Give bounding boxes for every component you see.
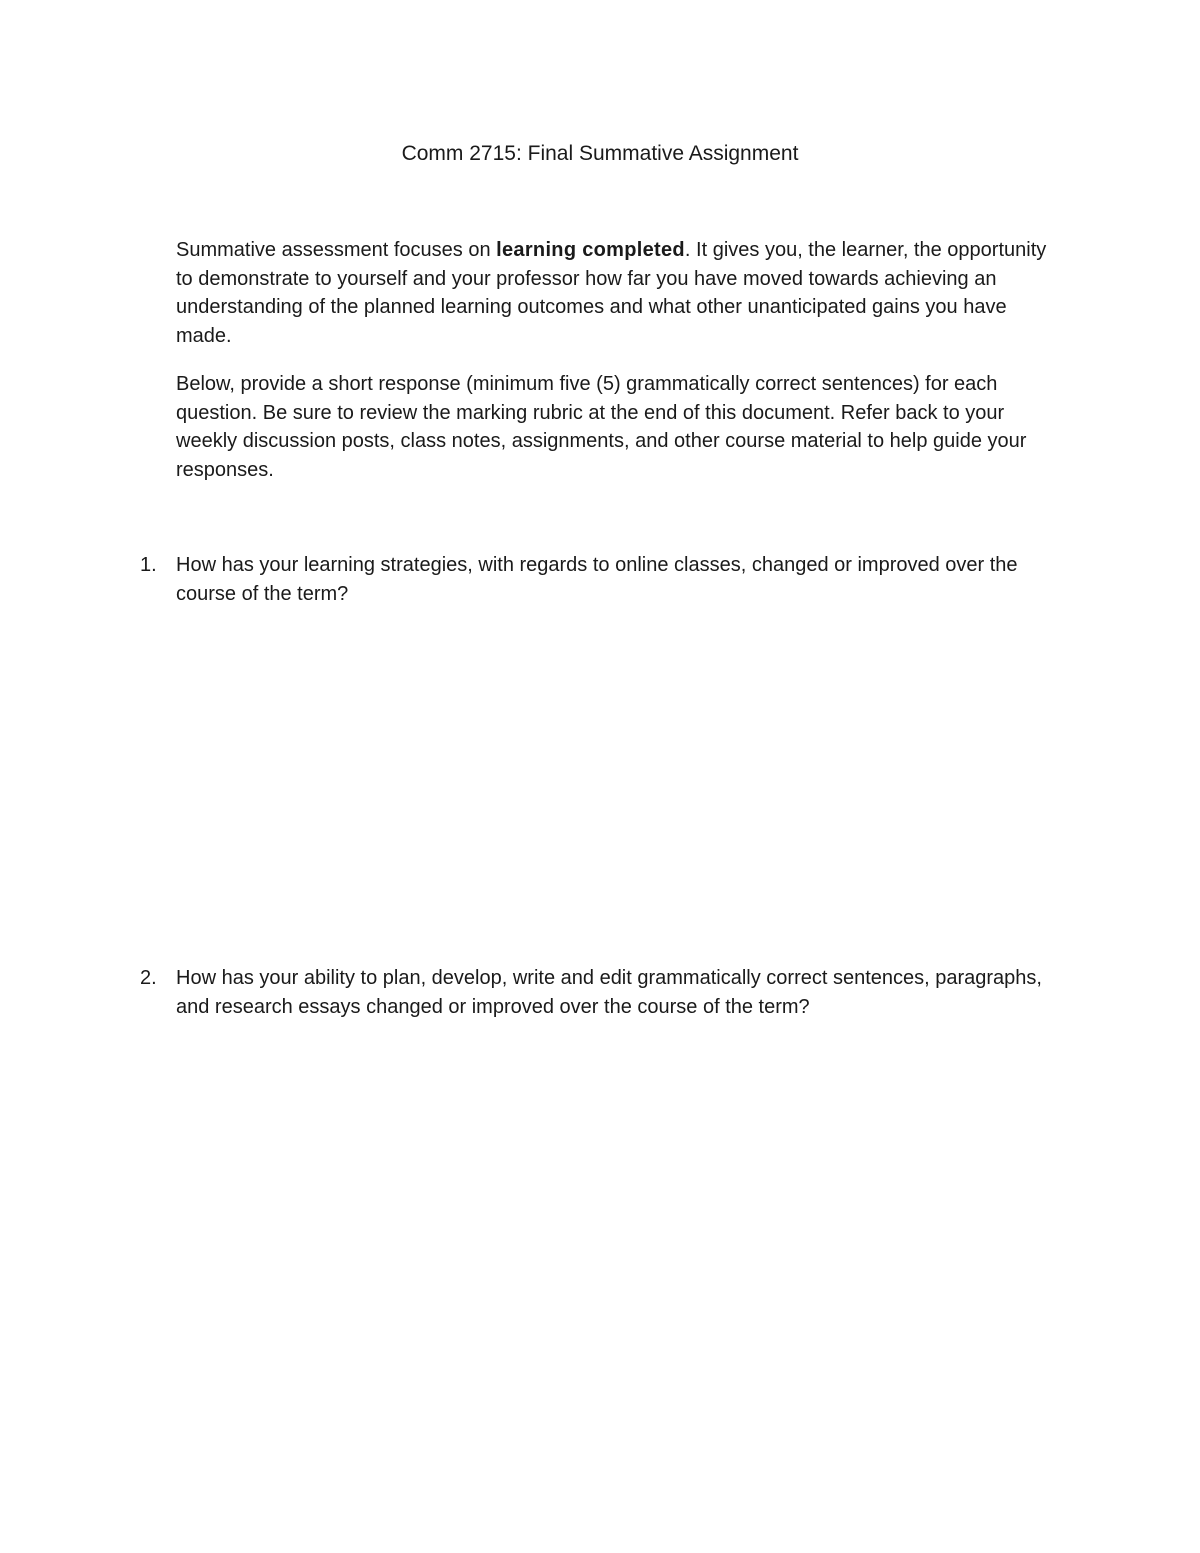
instructions-paragraph: Below, provide a short response (minimum five (5) grammatically correct sentences) for each question. Be sure to review the marking rubric at the end of this document. Refer back to your weekly discussion posts, class notes, assignments, and other course material to help guide your responses. xyxy=(176,373,1027,482)
intro-text-start: Summative assessment focuses on xyxy=(176,239,497,261)
intro-text-end: . It gives you, the learner, the opportunity to demonstrate to yourself and your professor how far you have moved towards achieving an understanding of the planned learning outcomes and what other unanticipated gains you have made. xyxy=(176,239,1047,348)
document-title: Comm 2715: Final Summative Assignment xyxy=(401,142,799,165)
intro-bold-phrase: learning completed xyxy=(496,239,685,261)
question-number: 1. xyxy=(140,554,157,576)
question-number: 2. xyxy=(140,967,157,989)
intro-paragraph xyxy=(176,236,1056,351)
question-text: How has your ability to plan, develop, write and edit grammatically correct sentences, paragraphs, and research essays changed or improved over the course of the term? xyxy=(176,967,1042,1018)
question-text: How has your learning strategies, with regards to online classes, changed or improved over the course of the term? xyxy=(176,554,1018,605)
